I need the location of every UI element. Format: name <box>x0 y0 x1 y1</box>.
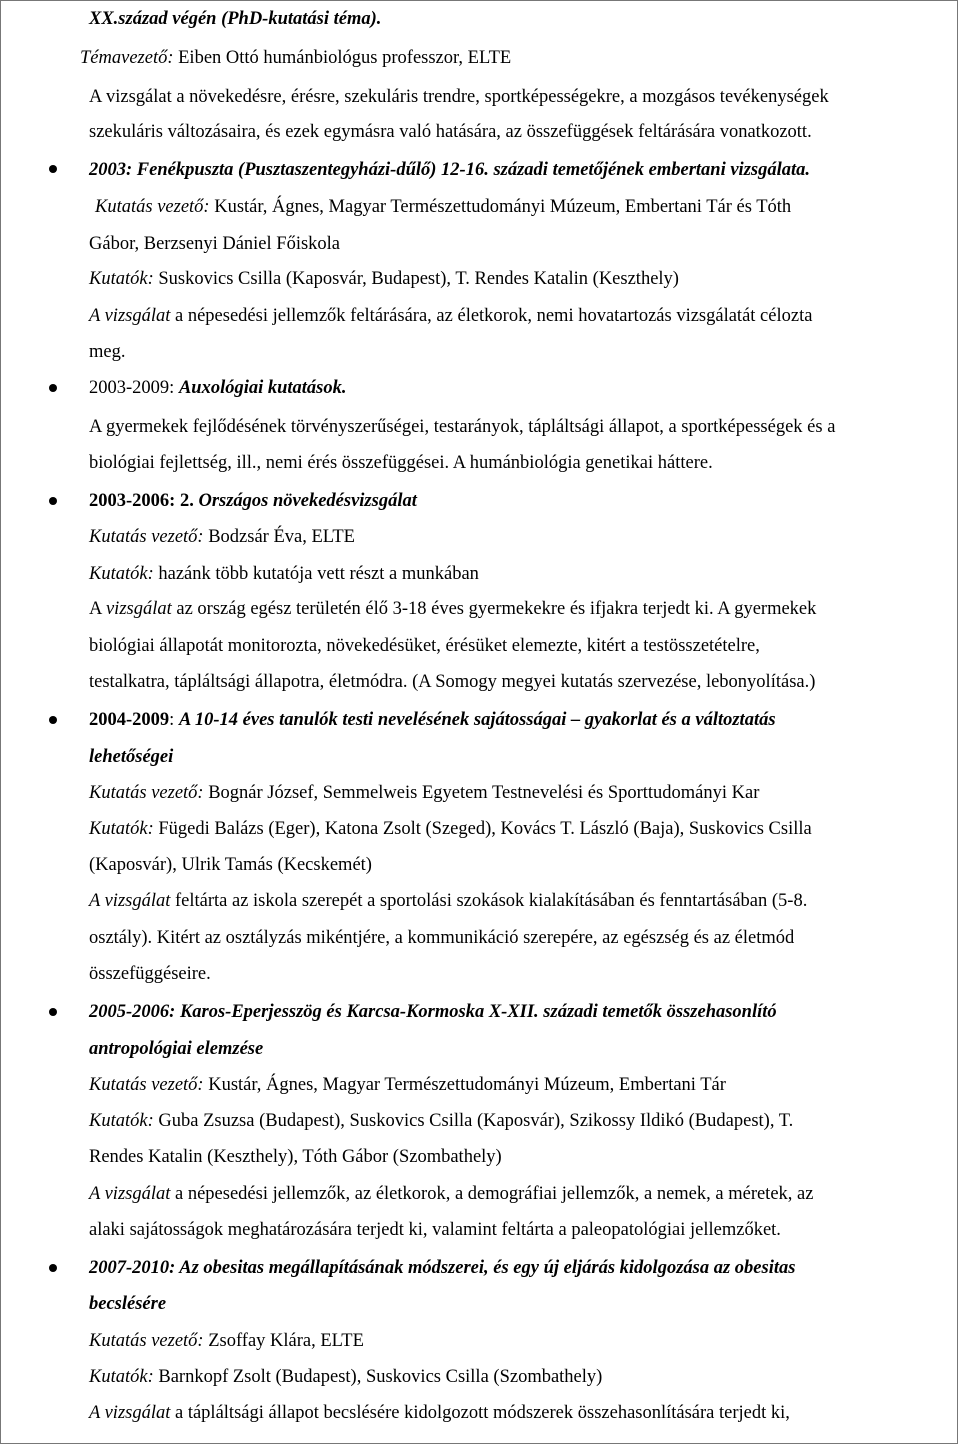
bullet-point <box>49 716 57 724</box>
project-3-title <box>89 490 417 512</box>
researchers-value: Guba Zsuzsa (Budapest), Suskovics Csilla (Kaposvár), Szikossy Ildikó (Budapest), T. <box>158 1111 794 1131</box>
project-2-year: 2003-2009: <box>89 378 175 398</box>
exam-article: A <box>89 599 102 619</box>
lead-label: Kutatás vezető: <box>89 783 204 803</box>
project-3-exam-line-1 <box>89 598 816 620</box>
project-2-desc-line-2: biológiai fejlettség, ill., nemi érés összefüggései. A humánbiológia genetikai háttere. <box>89 453 713 473</box>
project-4-name: A 10-14 éves tanulók testi nevelésének sajátosságai – gyakorlat és a változtatás <box>178 710 776 730</box>
project-1-exam-line-2: meg. <box>89 342 126 362</box>
project-3-lead <box>89 526 355 548</box>
project-5-title-line-2: antropológiai elemzése <box>89 1039 264 1059</box>
researchers-value: hazánk több kutatója vett részt a munkában <box>158 564 479 584</box>
exam-label: vizsgálat <box>105 599 172 619</box>
lead-label: Kutatás vezető: <box>95 197 210 217</box>
bullet-point <box>49 384 57 392</box>
supervisor-label: Témavezető: <box>80 48 174 68</box>
bullet-point <box>49 1264 57 1272</box>
lead-value: Zsoffay Klára, ELTE <box>208 1331 364 1351</box>
exam-label: A vizsgálat <box>89 306 171 326</box>
exam-label: A vizsgálat <box>89 891 171 911</box>
exam-value: a tápláltsági állapot becslésére kidolgozott módszerek összehasonlítására terjedt ki, <box>175 1403 790 1423</box>
project-6-title-line-2: becslésére <box>89 1294 167 1314</box>
project-6-title-line-1: 2007-2010: Az obesitas megállapításának módszerei, és egy új eljárás kidolgozása az obesitas <box>89 1258 796 1278</box>
project-1-exam-line-1 <box>89 305 812 327</box>
project-5-title-line-1: 2005-2006: Karos-Eperjesszög és Karcsa-Kormoska X-XII. századi temetők összehasonlító <box>89 1002 777 1022</box>
project-6-lead <box>89 1330 364 1352</box>
lead-label: Kutatás vezető: <box>89 1075 204 1095</box>
exam-label: A vizsgálat <box>89 1403 171 1423</box>
project-5-researchers-line-2: Rendes Katalin (Keszthely), Tóth Gábor (Szombathely) <box>89 1147 502 1167</box>
project-5-exam-line-2: alaki sajátosságok meghatározására terjedt ki, valamint feltárta a paleopatológiai jellemzőket. <box>89 1220 781 1240</box>
project-2-name: Auxológiai kutatások. <box>178 378 347 398</box>
lead-label: Kutatás vezető: <box>89 1331 204 1351</box>
project-4-year: 2004-2009 <box>89 710 170 730</box>
project-4-title-line-2: lehetőségei <box>89 747 174 767</box>
project-5-researchers-line-1 <box>89 1110 793 1132</box>
project-6-exam-line-1 <box>89 1402 790 1424</box>
project-1-title: 2003: Fenékpuszta (Pusztaszentegyházi-dűlő) 12-16. századi temetőjének embertani vizsgálata. <box>89 160 810 180</box>
supervisor-value: Eiben Ottó humánbiológus professzor, ELTE <box>178 48 512 68</box>
lead-value: Kustár, Ágnes, Magyar Természettudományi Múzeum, Embertani Tár és Tóth <box>214 197 792 217</box>
exam-label: A vizsgálat <box>89 1184 171 1204</box>
researchers-label: Kutatók: <box>89 564 154 584</box>
lead-value: Kustár, Ágnes, Magyar Természettudományi Múzeum, Embertani Tár <box>208 1075 726 1095</box>
project-3-name: Országos növekedésvizsgálat <box>198 491 417 511</box>
project-5-exam-line-1 <box>89 1183 813 1205</box>
lead-label: Kutatás vezető: <box>89 527 204 547</box>
header-desc-line-1: A vizsgálat a növekedésre, érésre, szekuláris trendre, sportképességekre, a mozgásos tevékenységek <box>89 87 829 107</box>
project-4-lead <box>89 782 759 804</box>
project-4-exam-line-3: összefüggéseire. <box>89 964 211 984</box>
project-5-lead <box>89 1074 726 1096</box>
project-4-researchers-line-2: (Kaposvár), Ulrik Tamás (Kecskemét) <box>89 855 372 875</box>
project-4-researchers-line-1 <box>89 818 812 840</box>
researchers-label: Kutatók: <box>89 1111 154 1131</box>
exam-value: az ország egész területén élő 3-18 éves gyermekekre és ifjakra terjedt ki. A gyermekek <box>176 599 817 619</box>
project-1-lead-line-2: Gábor, Berzsenyi Dániel Főiskola <box>89 234 341 254</box>
researchers-label: Kutatók: <box>89 269 154 289</box>
project-6-researchers <box>89 1366 602 1388</box>
lead-value: Bognár József, Semmelweis Egyetem Testnevelési és Sporttudományi Kar <box>208 783 760 803</box>
bullet-point <box>49 497 57 505</box>
project-3-researchers <box>89 563 479 585</box>
researchers-label: Kutatók: <box>89 819 154 839</box>
supervisor-line <box>80 47 511 69</box>
researchers-label: Kutatók: <box>89 1367 154 1387</box>
exam-value: a népesedési jellemzők feltárására, az életkorok, nemi hovatartozás vizsgálatát célozta <box>175 306 813 326</box>
bullet-point <box>49 1008 57 1016</box>
researchers-value: Suskovics Csilla (Kaposvár, Budapest), T. Rendes Katalin (Keszthely) <box>158 269 679 289</box>
project-1-lead-line-1 <box>95 196 791 218</box>
project-4-exam-line-2: osztály). Kitért az osztályzás mikéntjére, a kommunikáció szerepére, az egészség és az életmód <box>89 928 795 948</box>
project-3-year: 2003-2006: 2. <box>89 491 194 511</box>
project-4-title-line-1: 2004-2009: A 10-14 éves tanulók testi nevelésének sajátosságai – gyakorlat és a változtatás <box>89 710 776 730</box>
exam-value: feltárta az iskola szerepét a sportolási szokások kialakításában és fenntartásában (5-8. <box>175 891 808 911</box>
project-3-exam-line-3: testalkatra, tápláltsági állapotra, életmódra. (A Somogy megyei kutatás szervezése, lebonyolítása.) <box>89 672 816 692</box>
project-3-exam-line-2: biológiai állapotát monitorozta, növekedésüket, érésüket elemezte, kitért a testösszetételre, <box>89 636 760 656</box>
header-desc-line-2: szekuláris változásaira, és ezek egymásra való hatására, az összefüggések feltárására vonatkozott. <box>89 122 812 142</box>
project-2-desc-line-1: A gyermekek fejlődésének törvényszerűségei, testarányok, tápláltsági állapot, a sportképességek és a <box>89 417 836 437</box>
section-title-continued: XX.század végén (PhD-kutatási téma). <box>89 9 382 29</box>
researchers-value: Fügedi Balázs (Eger), Katona Zsolt (Szeged), Kovács T. László (Baja), Suskovics Csilla <box>158 819 812 839</box>
researchers-value: Barnkopf Zsolt (Budapest), Suskovics Csilla (Szombathely) <box>158 1367 603 1387</box>
project-2-title <box>89 377 347 399</box>
bullet-point <box>49 165 57 173</box>
project-4-exam-line-1 <box>89 890 807 912</box>
project-1-researchers <box>89 268 679 290</box>
lead-value: Bodzsár Éva, ELTE <box>208 527 355 547</box>
exam-value: a népesedési jellemzők, az életkorok, a demográfiai jellemzők, a nemek, a méretek, az <box>175 1184 814 1204</box>
